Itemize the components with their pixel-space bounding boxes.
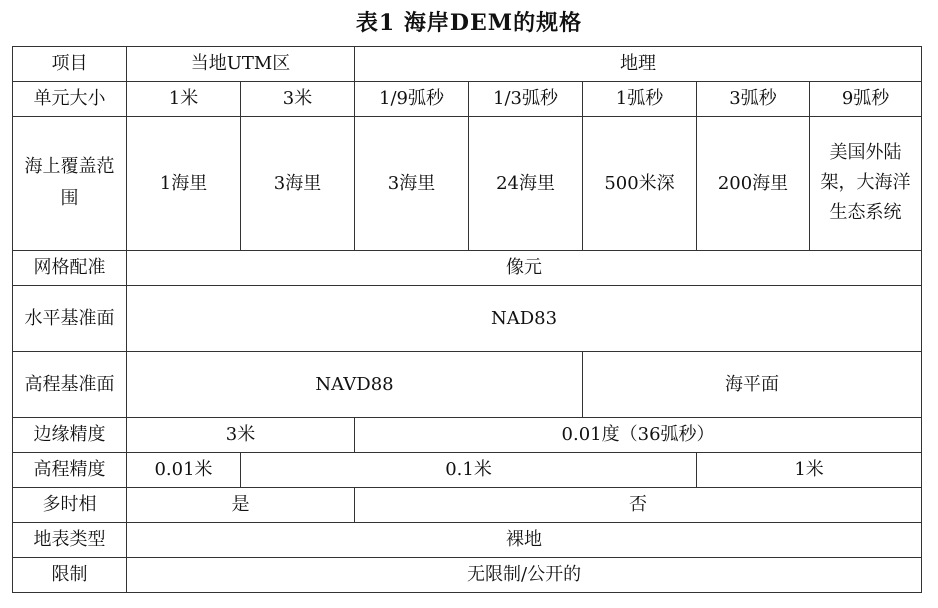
table-row-surface-type [13, 523, 922, 558]
horizontal-datum-value: NAD83 [127, 286, 922, 352]
table-row-restriction [13, 558, 922, 593]
table-row-grid-registration [13, 251, 922, 286]
header-utm-cell: 当地UTM区 [127, 47, 355, 82]
table-row-horizontal-datum [13, 286, 922, 352]
edge-accuracy-utm: 3米 [127, 418, 355, 453]
coverage-value: 3海里 [241, 117, 355, 251]
coverage-value-cell [810, 117, 922, 251]
coverage-value: 美国外陆架，大海洋生态系统 [820, 141, 911, 223]
surface-type-value: 裸地 [127, 523, 922, 558]
spec-table [12, 46, 922, 593]
table-row-vertical-datum [13, 352, 922, 418]
multi-temporal-utm: 是 [127, 488, 355, 523]
table-row-multi-temporal [13, 488, 922, 523]
vertical-datum-label-cell [13, 352, 127, 418]
coverage-value: 24海里 [469, 117, 583, 251]
vertical-datum-navd: NAVD88 [127, 352, 583, 418]
cell-size-value: 1米 [127, 82, 241, 117]
grid-registration-label: 网格配准 [13, 251, 127, 286]
horizontal-datum-label-cell [13, 286, 127, 352]
edge-accuracy-geo: 0.01度（36弧秒） [355, 418, 922, 453]
table-caption: 表1 海岸DEM的规格 [355, 10, 583, 36]
table-row-header [13, 47, 922, 82]
restriction-value: 无限制/公开的 [127, 558, 922, 593]
edge-accuracy-label: 边缘精度 [13, 418, 127, 453]
coverage-value: 200海里 [697, 117, 810, 251]
cell-size-value: 3弧秒 [697, 82, 810, 117]
multi-temporal-geo: 否 [355, 488, 922, 523]
elevation-accuracy-a: 0.01米 [127, 453, 241, 488]
cell-size-value: 1弧秒 [583, 82, 697, 117]
table-row-cell-size [13, 82, 922, 117]
table-row-coverage [13, 117, 922, 251]
cell-size-value: 1/3弧秒 [469, 82, 583, 117]
elevation-accuracy-label: 高程精度 [13, 453, 127, 488]
table-row-edge-accuracy [13, 418, 922, 453]
table-row-elevation-accuracy [13, 453, 922, 488]
cell-size-value: 1/9弧秒 [355, 82, 469, 117]
coverage-label: 海上覆盖范围 [24, 156, 115, 209]
cell-size-value: 9弧秒 [810, 82, 922, 117]
surface-type-label: 地表类型 [13, 523, 127, 558]
coverage-label-cell [13, 117, 127, 251]
header-item-cell: 项目 [13, 47, 127, 82]
elevation-accuracy-b: 0.1米 [241, 453, 697, 488]
elevation-accuracy-c: 1米 [697, 453, 922, 488]
cell-size-value: 3米 [241, 82, 355, 117]
multi-temporal-label: 多时相 [13, 488, 127, 523]
header-geo-cell: 地理 [355, 47, 922, 82]
coverage-value: 500米深 [583, 117, 697, 251]
vertical-datum-label: 高程基准面 [24, 373, 115, 395]
grid-registration-value: 像元 [127, 251, 922, 286]
restriction-label: 限制 [13, 558, 127, 593]
coverage-value: 1海里 [127, 117, 241, 251]
cell-size-label: 单元大小 [13, 82, 127, 117]
horizontal-datum-label: 水平基准面 [24, 307, 115, 329]
coverage-value: 3海里 [355, 117, 469, 251]
vertical-datum-sea-level: 海平面 [583, 352, 922, 418]
